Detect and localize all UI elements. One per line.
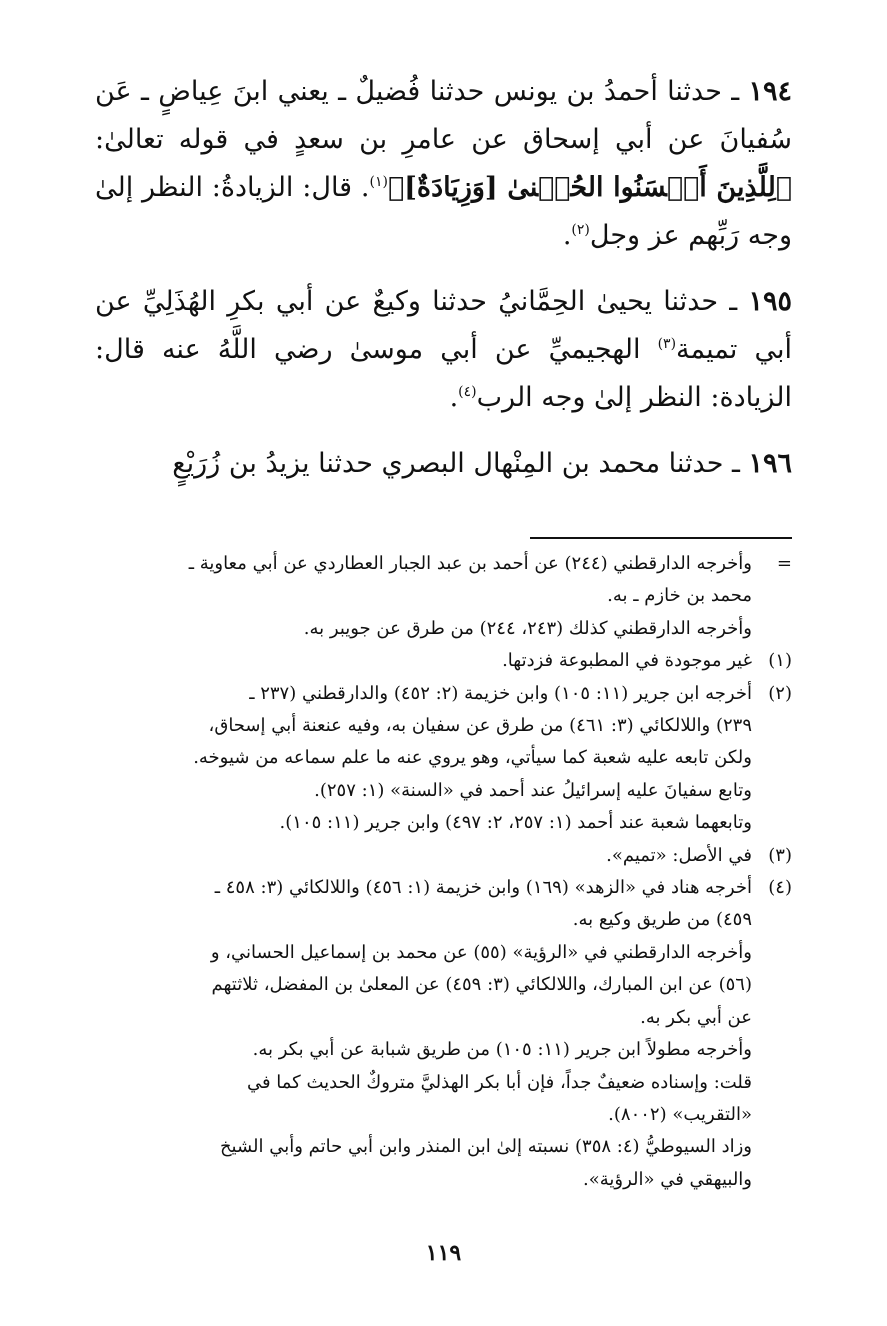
hadith-text: ـ حدثنا يحيىٰ الحِمَّانيُ حدثنا وكيعٌ عن أبي بكرِ الهُذَلِيِّ عن أبي تميمة: [95, 286, 793, 365]
footnote-line: وأخرجه الدارقطني كذلك (٢٤٣، ٢٤٤) من طرق عن جويبر به.: [303, 617, 752, 639]
footnote-3: [95, 840, 792, 872]
footnote-line: وتابعهما شعبة عند أحمد (١: ٢٥٧، ٢: ٤٩٧) وابن جرير (١١: ١٠٥).: [279, 812, 752, 834]
hadith-196: [95, 440, 792, 488]
footnote-line: «التقريب» (٨٠٠٢).: [608, 1103, 752, 1125]
footnote-marker: (٣): [768, 844, 792, 866]
footnote-ref[interactable]: (٢): [571, 222, 590, 238]
footnote-line: وتابع سفيانَ عليه إسرائيلُ عند أحمد في «السنة» (١: ٢٥٧).: [314, 779, 752, 801]
footnote-line: والبيهقي في «الرؤية».: [582, 1168, 752, 1190]
page-number: ١١٩: [425, 1240, 462, 1266]
footnote-marker: (١): [768, 650, 792, 672]
hadith-195: [95, 278, 792, 422]
hadith-text: .: [449, 382, 459, 413]
footnote-line: أخرجه هناد في «الزهد» (١٦٩) وابن خزيمة (١: ٤٥٦) واللالكائي (٣: ٤٥٨ ـ: [214, 877, 752, 899]
footnote-1: [95, 645, 792, 677]
footnote-2: [95, 678, 792, 840]
footnote-continuation: [95, 548, 792, 645]
quran-verse: ﴿لِلَّذِينَ أَحۡسَنُوا الحُسۡنىٰ [وَزِيَادَةٌ]﴾: [387, 172, 793, 203]
footnote-line: قلت: وإسناده ضعيفٌ جداً، فإن أبا بكر الهذليَّ متروكٌ الحديث كما في: [246, 1071, 752, 1093]
footnote-ref[interactable]: (١): [369, 174, 388, 190]
footnote-line: ٢٣٩) واللالكائي (٣: ٤٦١) من طرق عن سفيان به، وفيه عنعنة أبي إسحاق،: [208, 715, 752, 737]
main-text: [95, 68, 792, 506]
footnote-body: [95, 678, 752, 840]
hadith-text: .: [562, 220, 572, 251]
footnote-body: [95, 872, 752, 1196]
footnote-marker: (٤): [768, 877, 792, 899]
footnote-line: وأخرجه الدارقطني (٢٤٤) عن أحمد بن عبد الجبار العطاردي عن أبي معاوية ـ: [188, 553, 752, 574]
footnote-marker: =: [776, 553, 792, 574]
footnote-line: وأخرجه الدارقطني في «الرؤية» (٥٥) عن محمد بن إسماعيل الحساني، و: [210, 941, 752, 963]
footnote-line: وزاد السيوطيُّ (٤: ٣٥٨) نسبته إلىٰ ابن المنذر وابن أبي حاتم وأبي الشيخ: [219, 1136, 752, 1158]
hadith-text: ـ حدثنا محمد بن المِنْهال البصري حدثنا يزيدُ بن زُرَيْعٍ: [172, 448, 749, 479]
footnote-ref[interactable]: (٤): [458, 384, 477, 400]
footnote-body: [95, 645, 752, 677]
footnote-divider: [530, 537, 792, 539]
footnote-line: ٤٥٩) من طريق وكيع به.: [572, 909, 752, 931]
footnote-marker: (٢): [768, 682, 792, 704]
hadith-number: ١٩٦: [748, 448, 792, 479]
footnote-body: [95, 548, 752, 645]
footnote-ref[interactable]: (٣): [657, 336, 677, 352]
footnote-line: محمد بن خازم ـ به.: [607, 585, 752, 607]
footnote-line: في الأصل: «تميم».: [606, 844, 752, 866]
hadith-number: ١٩٤: [748, 76, 792, 107]
footnotes: [95, 548, 792, 1196]
footnote-line: أخرجه ابن جرير (١١: ١٠٥) وابن خزيمة (٢: ٤٥٢) والدارقطني (٢٣٧ ـ: [249, 682, 752, 704]
hadith-number: ١٩٥: [748, 286, 792, 317]
hadith-text: . قال: الزيادةُ: النظر إلىٰ وجه رَبِّهم عز وجل: [95, 172, 792, 251]
footnote-4: [95, 872, 792, 1196]
footnote-line: ولكن تابعه عليه شعبة كما سيأتي، وهو يروي عنه ما علم سماعه من شيوخه.: [193, 747, 752, 769]
footnote-line: عن أبي بكر به.: [640, 1006, 752, 1028]
footnote-line: (٥٦) عن ابن المبارك، واللالكائي (٣: ٤٥٩) عن المعلىٰ بن المفضل، ثلاثتهم: [211, 974, 752, 996]
footnote-line: غير موجودة في المطبوعة فزدتها.: [502, 650, 752, 672]
hadith-194: [95, 68, 792, 260]
hadith-text: ـ حدثنا أحمدُ بن يونس حدثنا فُضيلٌ ـ يعني ابنَ عِياضٍ ـ عَن سُفيانَ عن أبي إسحاق عن عامرِ بن سعدٍ في قوله تعالىٰ:: [95, 76, 792, 155]
footnote-line: وأخرجه مطولاً ابن جرير (١١: ١٠٥) من طريق شبابة عن أبي بكر به.: [252, 1039, 752, 1061]
footnote-body: [95, 840, 752, 872]
hadith-text: الهجيميِّ عن أبي موسىٰ رضي اللَّهُ عنه قال: الزيادة: النظر إلىٰ وجه الرب: [95, 334, 792, 413]
